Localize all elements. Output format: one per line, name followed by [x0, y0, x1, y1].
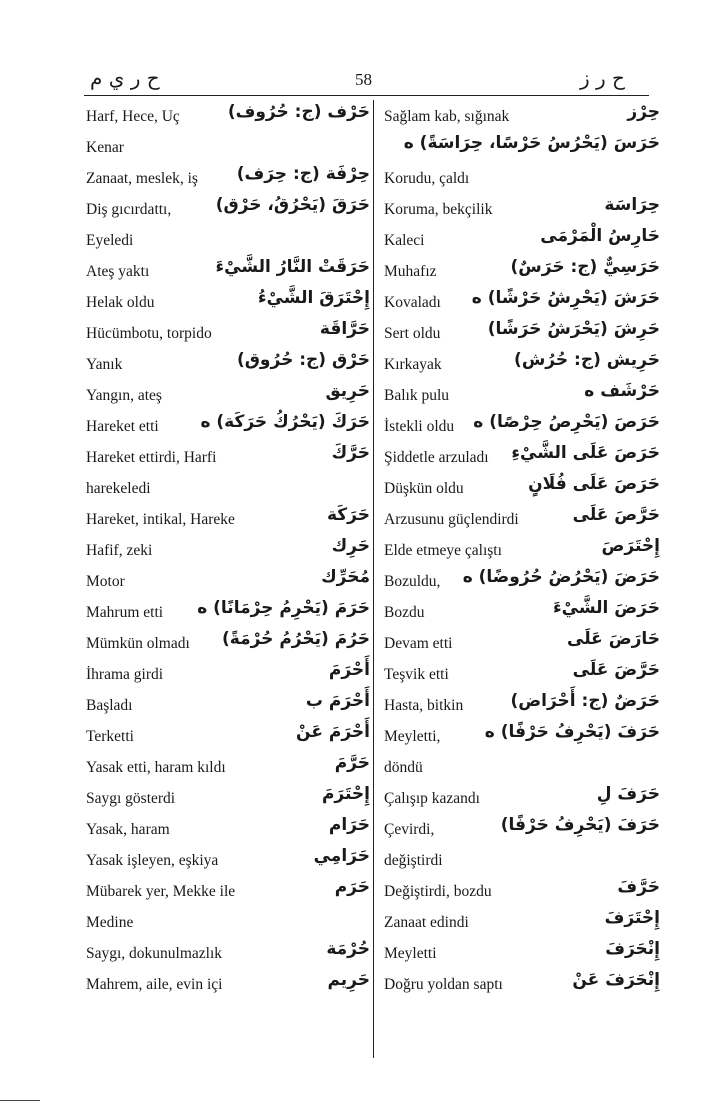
- turkish-meaning: Koruma, bekçilik: [384, 201, 493, 218]
- turkish-meaning: Yasak, haram: [86, 821, 170, 838]
- turkish-meaning: Çalışıp kazandı: [384, 790, 480, 807]
- dictionary-entry: [86, 379, 370, 410]
- turkish-meaning: Meyletti,: [384, 728, 441, 745]
- turkish-meaning: İstekli oldu: [384, 418, 455, 435]
- arabic-headword: حَرَّضَ عَلَى: [572, 660, 660, 680]
- turkish-meaning: Mümkün olmadı: [86, 635, 190, 652]
- turkish-meaning: Teşvik etti: [384, 666, 449, 683]
- dictionary-entry: [384, 720, 660, 751]
- dictionary-entry: [86, 813, 370, 844]
- arabic-headword: حَرَكَ (يَحْرُكُ حَرَكَة) ه: [200, 412, 370, 432]
- turkish-meaning: Eyeledi: [86, 232, 134, 249]
- dictionary-entry: [86, 255, 370, 286]
- dictionary-entry: [384, 255, 660, 286]
- turkish-meaning: İhrama girdi: [86, 666, 164, 683]
- arabic-headword: حَرَّفَ: [617, 877, 660, 897]
- turkish-meaning: Helak oldu: [86, 294, 155, 311]
- dictionary-entry: [384, 906, 660, 937]
- turkish-meaning: Değiştirdi, bozdu: [384, 883, 492, 900]
- arabic-headword: أَحْرَمَ ب: [305, 691, 370, 711]
- arabic-headword: حَرَضٌ (ج: أَحْرَاض): [510, 691, 660, 711]
- turkish-meaning: Saygı, dokunulmazlık: [86, 945, 223, 962]
- turkish-meaning: Hareket, intikal, Hareke: [86, 511, 235, 528]
- dictionary-entry: [86, 720, 370, 751]
- dictionary-entry: [384, 658, 660, 689]
- arabic-headword: حَارَضَ عَلَى: [567, 629, 660, 649]
- dictionary-entry: [384, 441, 660, 472]
- dictionary-entry: [86, 658, 370, 689]
- dictionary-entry: [384, 472, 660, 503]
- dictionary-entry: [86, 286, 370, 317]
- dictionary-entry: [86, 131, 370, 162]
- dictionary-entry: [86, 875, 370, 906]
- dictionary-entry: [384, 782, 660, 813]
- dictionary-entry: [384, 751, 660, 782]
- arabic-headword: حَرَصَ (يَحْرِصُ حِرْصًا) ه: [473, 412, 660, 432]
- arabic-headword: حِرَاسَة: [604, 195, 660, 215]
- dictionary-entry: [86, 534, 370, 565]
- turkish-meaning: Hareket ettirdi, Harfi: [86, 449, 217, 466]
- left-column: [86, 100, 370, 999]
- arabic-headword: حَرَفَ لِ: [596, 784, 660, 804]
- dictionary-entry: [86, 162, 370, 193]
- dictionary-entry: [384, 565, 660, 596]
- turkish-meaning: Arzusunu güçlendirdi: [384, 511, 519, 528]
- right-column: [384, 100, 660, 999]
- turkish-meaning: Yasak işleyen, eşkiya: [86, 852, 219, 869]
- turkish-meaning: Mahrum etti: [86, 604, 164, 621]
- dictionary-entry: [86, 751, 370, 782]
- turkish-meaning: Korudu, çaldı: [384, 170, 470, 187]
- dictionary-entry: [86, 689, 370, 720]
- arabic-headword: إِحْتَرَمَ: [321, 784, 370, 804]
- dictionary-entry: [86, 596, 370, 627]
- turkish-meaning: Yangın, ateş: [86, 387, 162, 404]
- arabic-headword: حَرِشَ (يَحْرَشُ حَرَشًا): [487, 319, 660, 339]
- turkish-meaning: Düşkün oldu: [384, 480, 464, 497]
- dictionary-entry: [384, 193, 660, 224]
- turkish-meaning: Başladı: [86, 697, 133, 714]
- turkish-meaning: Hücümbotu, torpido: [86, 325, 212, 342]
- turkish-meaning: değiştirdi: [384, 852, 443, 869]
- dictionary-entry: [384, 131, 660, 162]
- dictionary-entry: [384, 844, 660, 875]
- arabic-headword: حَرَّصَ عَلَى: [572, 505, 660, 525]
- footer-rule: [0, 1100, 40, 1101]
- arabic-headword: حَرَضَ (يَحْرُضُ حُرُوضًا) ه: [462, 567, 660, 587]
- dictionary-entry: [86, 348, 370, 379]
- dictionary-entry: [384, 813, 660, 844]
- turkish-meaning: Yasak etti, haram kıldı: [86, 759, 226, 776]
- arabic-headword: إِحْتَرَفَ: [604, 908, 660, 928]
- arabic-headword: حَرِيم: [327, 970, 370, 990]
- dictionary-entry: [86, 782, 370, 813]
- arabic-headword: مُحَرِّك: [321, 567, 370, 587]
- turkish-meaning: Çevirdi,: [384, 821, 435, 838]
- turkish-meaning: Diş gıcırdattı,: [86, 201, 172, 218]
- dictionary-entry: [86, 317, 370, 348]
- arabic-headword: حَرَسَ (يَحْرُسُ حَرْسًا، حِرَاسَةً) ه: [403, 133, 660, 153]
- turkish-meaning: Yanık: [86, 356, 123, 373]
- arabic-headword: حَرَشَ (يَحْرِشُ حَرْشًا) ه: [471, 288, 660, 308]
- turkish-meaning: Elde etmeye çalıştı: [384, 542, 502, 559]
- arabic-headword: حَرِيش (ج: حُرُش): [514, 350, 660, 370]
- turkish-meaning: Hareket etti: [86, 418, 159, 435]
- arabic-headword: حَرَامِي: [313, 846, 370, 866]
- turkish-meaning: Balık pulu: [384, 387, 450, 404]
- arabic-headword: أَحْرَمَ: [328, 660, 370, 680]
- arabic-headword: حِرْفَة (ج: حِرَف): [236, 164, 370, 184]
- arabic-headword: حَرْشَف ه: [584, 381, 660, 401]
- dictionary-entry: [384, 162, 660, 193]
- dictionary-entry: [86, 503, 370, 534]
- arabic-headword: حَرَصَ عَلَى فُلَانٍ: [528, 474, 660, 494]
- column-divider: [373, 100, 374, 1058]
- turkish-meaning: Medine: [86, 914, 134, 931]
- dictionary-entry: [86, 844, 370, 875]
- arabic-headword: حَرَسِيٌّ (ج: حَرَسٌ): [510, 257, 660, 277]
- dictionary-entry: [384, 410, 660, 441]
- turkish-meaning: Devam etti: [384, 635, 453, 652]
- page-number: 58: [355, 70, 372, 89]
- turkish-meaning: Sağlam kab, sığınak: [384, 108, 510, 125]
- arabic-headword: إِنْحَرَفَ: [605, 939, 660, 959]
- arabic-headword: حَرَصَ عَلَى الشَّيْءِ: [511, 443, 660, 463]
- dictionary-entry: [384, 689, 660, 720]
- turkish-meaning: Motor: [86, 573, 125, 590]
- turkish-meaning: Sert oldu: [384, 325, 441, 342]
- dictionary-entry: [384, 348, 660, 379]
- dictionary-entry: [86, 441, 370, 472]
- arabic-headword: حَرَام: [328, 815, 370, 835]
- header-right-letters: ح ر ز: [580, 66, 625, 90]
- arabic-headword: حَرَضَ الشَّيْءَ: [552, 598, 660, 618]
- dictionary-entry: [384, 596, 660, 627]
- turkish-meaning: Harf, Hece, Uç: [86, 108, 180, 125]
- turkish-meaning: Mahrem, aile, evin içi: [86, 976, 223, 993]
- arabic-headword: حَرَّكَ: [331, 443, 370, 463]
- dictionary-entry: [384, 968, 660, 999]
- arabic-headword: حَرَّاقَة: [319, 319, 370, 339]
- arabic-headword: حَرَقَتْ النَّارُ الشَّيْءَ: [215, 257, 370, 277]
- arabic-headword: حَرَم: [334, 877, 370, 897]
- arabic-headword: حَرَفَ (يَحْرِفُ حَرْفًا) ه: [484, 722, 660, 742]
- arabic-headword: حَرِك: [331, 536, 370, 556]
- turkish-meaning: döndü: [384, 759, 423, 776]
- dictionary-entry: [86, 968, 370, 999]
- arabic-headword: حَرَقَ (يَحْرُقُ، حَرْق): [215, 195, 370, 215]
- dictionary-entry: [86, 937, 370, 968]
- header-rule: [84, 95, 649, 96]
- arabic-headword: حَرَكَة: [326, 505, 370, 525]
- dictionary-entry: [86, 193, 370, 224]
- dictionary-entry: [384, 224, 660, 255]
- arabic-headword: حَرَمَ (يَحْرِمُ حِرْمَانًا) ه: [197, 598, 370, 618]
- turkish-meaning: Zanaat, meslek, iş: [86, 170, 198, 187]
- arabic-headword: حَرَفَ (يَحْرِفُ حَرْفًا): [500, 815, 660, 835]
- dictionary-entry: [86, 906, 370, 937]
- dictionary-entry: [384, 627, 660, 658]
- page-header: [0, 62, 727, 96]
- arabic-headword: حَارِسُ الْمَرْمَى: [540, 226, 660, 246]
- arabic-headword: أَحْرَمَ عَنْ: [296, 722, 370, 742]
- dictionary-entry: [86, 410, 370, 441]
- dictionary-entry: [384, 534, 660, 565]
- dictionary-entry: [384, 100, 660, 131]
- turkish-meaning: Hafif, zeki: [86, 542, 153, 559]
- arabic-headword: حَرِيق: [325, 381, 370, 401]
- dictionary-entry: [384, 317, 660, 348]
- turkish-meaning: Hasta, bitkin: [384, 697, 464, 714]
- turkish-meaning: Terketti: [86, 728, 134, 745]
- dictionary-entry: [86, 565, 370, 596]
- turkish-meaning: Doğru yoldan saptı: [384, 976, 503, 993]
- dictionary-entry: [384, 286, 660, 317]
- turkish-meaning: harekeledi: [86, 480, 151, 497]
- arabic-headword: إِحْتَرَصَ: [601, 536, 660, 556]
- turkish-meaning: Saygı gösterdi: [86, 790, 176, 807]
- dictionary-entry: [384, 875, 660, 906]
- turkish-meaning: Bozuldu,: [384, 573, 441, 590]
- dictionary-entry: [86, 224, 370, 255]
- dictionary-entry: [86, 472, 370, 503]
- turkish-meaning: Şiddetle arzuladı: [384, 449, 489, 466]
- turkish-meaning: Mübarek yer, Mekke ile: [86, 883, 236, 900]
- header-left-letters: ح ر ي م: [90, 66, 160, 90]
- turkish-meaning: Muhafız: [384, 263, 437, 280]
- turkish-meaning: Zanaat edindi: [384, 914, 469, 931]
- dictionary-entry: [384, 937, 660, 968]
- turkish-meaning: Kenar: [86, 139, 124, 156]
- dictionary-entry: [384, 503, 660, 534]
- turkish-meaning: Kırkayak: [384, 356, 442, 373]
- arabic-headword: حَرُمَ (يَحْرُمُ حُرْمَةً): [222, 629, 370, 649]
- dictionary-entry: [86, 627, 370, 658]
- arabic-headword: حَرْق (ج: حُرُوق): [236, 350, 370, 370]
- arabic-headword: حَرَّمَ: [334, 753, 370, 773]
- turkish-meaning: Bozdu: [384, 604, 425, 621]
- arabic-headword: حَرْف (ج: حُرُوف): [227, 102, 370, 122]
- arabic-headword: حِرْز: [627, 102, 660, 122]
- arabic-headword: إِحْتَرَقَ الشَّيْءُ: [257, 288, 370, 308]
- dictionary-entry: [86, 100, 370, 131]
- arabic-headword: إِنْحَرَفَ عَنْ: [572, 970, 660, 990]
- arabic-headword: حُرْمَة: [326, 939, 370, 959]
- turkish-meaning: Kaleci: [384, 232, 425, 249]
- turkish-meaning: Kovaladı: [384, 294, 441, 311]
- dictionary-entry: [384, 379, 660, 410]
- turkish-meaning: Ateş yaktı: [86, 263, 150, 280]
- turkish-meaning: Meyletti: [384, 945, 437, 962]
